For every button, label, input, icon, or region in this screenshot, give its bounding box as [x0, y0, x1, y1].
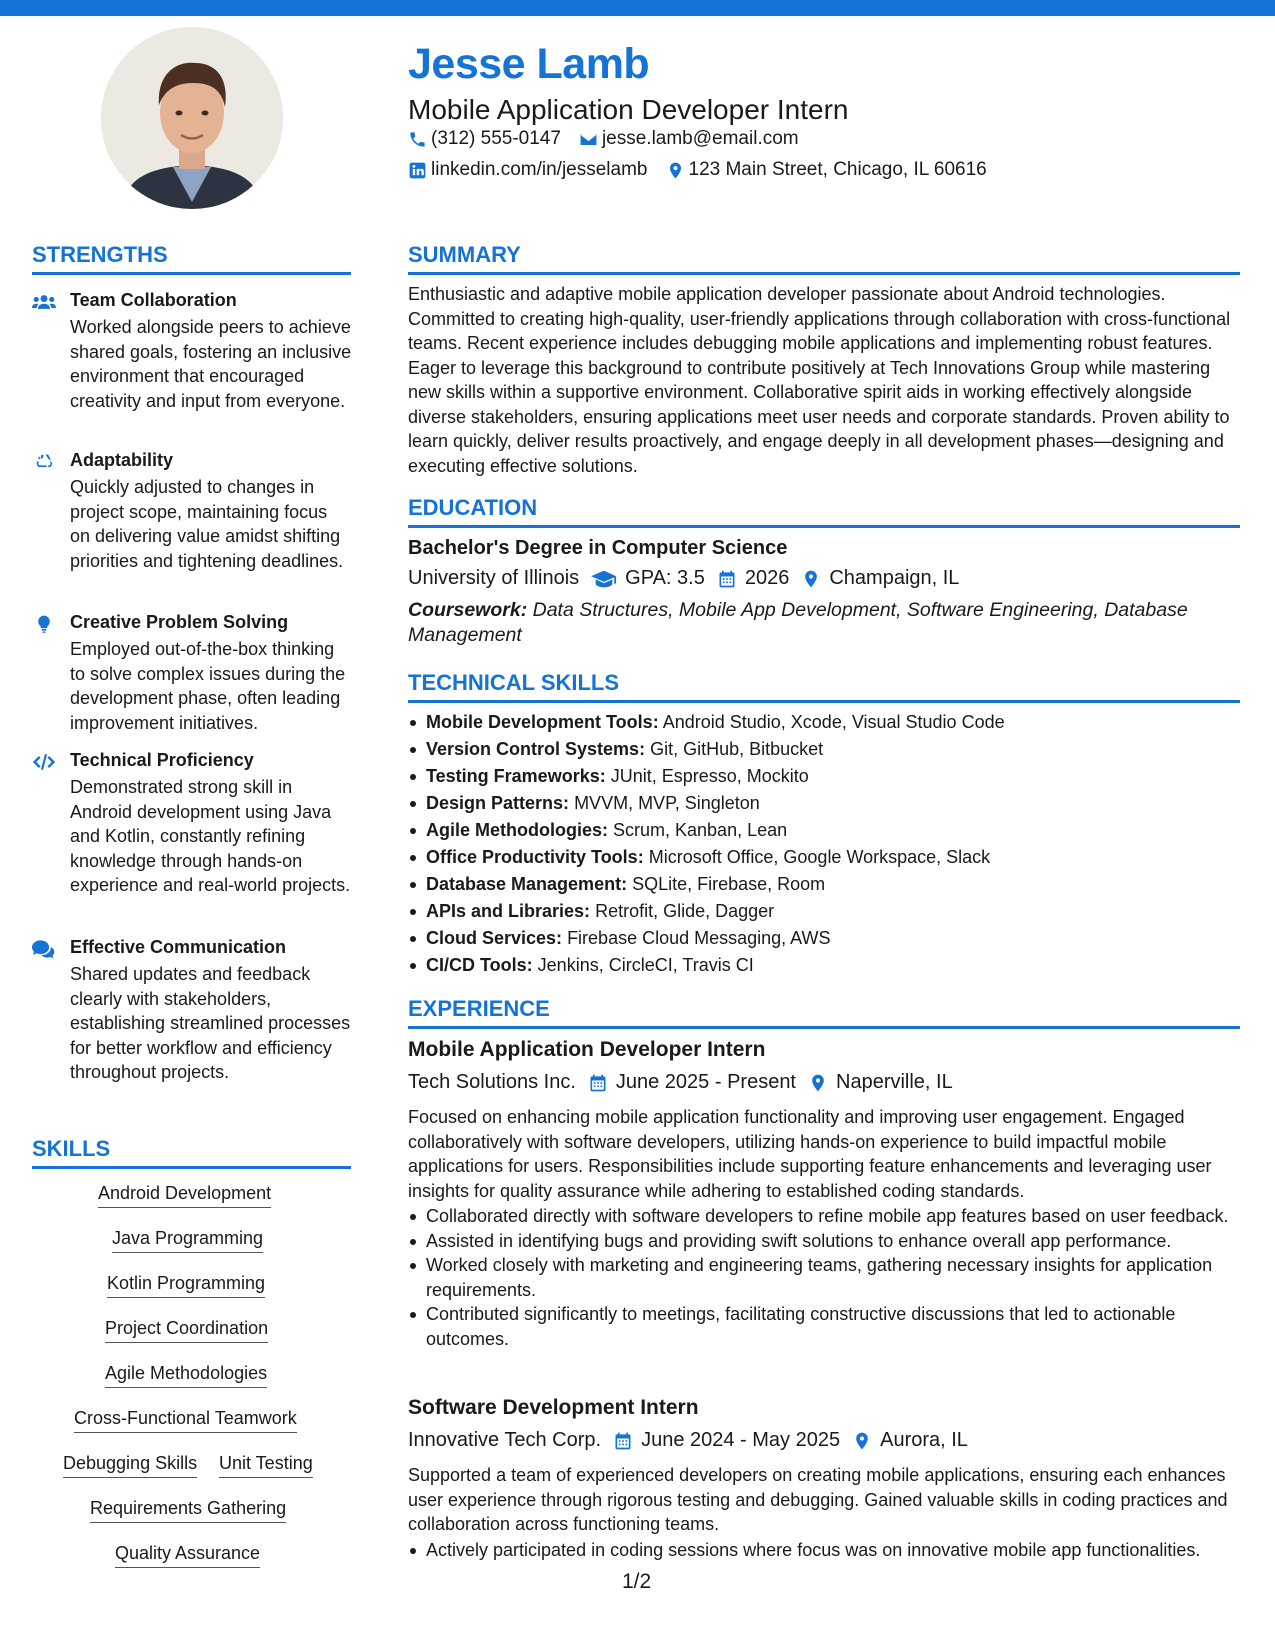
degree-title: Bachelor's Degree in Computer Science [408, 537, 788, 559]
linkedin-contact[interactable] [408, 159, 648, 181]
profile-photo [101, 27, 283, 209]
skill-tag: Agile Methodologies [105, 1363, 267, 1388]
skill-values: Scrum, Kanban, Lean [613, 820, 788, 840]
skill-category: Agile Methodologies: [426, 820, 608, 840]
skill-tag: Quality Assurance [115, 1543, 260, 1568]
skill-tag: Kotlin Programming [107, 1273, 265, 1298]
skill-tag: Java Programming [112, 1228, 263, 1253]
strength-description: Worked alongside peers to achieve shared goals, fostering an inclusive environment that encouraged creativity and input from everyone. [70, 317, 352, 411]
location-pin-icon [852, 1431, 872, 1451]
list-item: Contributed significantly to meetings, facilitating constructive discussions that led to actionable outcomes. [408, 1302, 1240, 1351]
location-pin-icon [808, 1073, 828, 1093]
skill-category: APIs and Libraries: [426, 901, 591, 921]
job-bullets [408, 1538, 1240, 1563]
skill-category: Cloud Services: [426, 928, 563, 948]
skill-category: Version Control Systems: [426, 739, 646, 759]
skill-category: Mobile Development Tools: [426, 712, 659, 732]
job-bullets [408, 1204, 1240, 1351]
job-title: Mobile Application Developer Intern [408, 1038, 766, 1061]
summary-text: Enthusiastic and adaptive mobile application developer passionate about Android technologies. Committed to creating high-quality, user-friendly applications through collaboration with cross-functional teams. Recent experience includes debugging mobile applications and implementing robust features. Eager to leverage this background to contribute positively at Tech Innovations Group while mastering new skills within a supportive environment. Collaborative spirit aids in working effectively alongside diverse stakeholders, ensuring applications meet user needs and corporate standards. Proven ability to learn quickly, deliver results proactively, and engage deeply in all development phases—designing and executing effective solutions. [408, 284, 1231, 476]
strength-description: Shared updates and feedback clearly with stakeholders, establishing streamlined processes for better workflow and efficiency throughout projects. [70, 964, 351, 1082]
summary-heading: SUMMARY [408, 242, 1240, 275]
skills-heading: SKILLS [32, 1136, 351, 1169]
strength-title: Creative Problem Solving [70, 612, 289, 632]
skill-category: Design Patterns: [426, 793, 570, 813]
skill-values: Retrofit, Glide, Dagger [595, 901, 775, 921]
skill-tag: Android Development [98, 1183, 271, 1208]
top-accent-bar [0, 0, 1275, 16]
education-heading: EDUCATION [408, 495, 1240, 528]
list-item [408, 898, 1240, 925]
coursework [408, 598, 1240, 647]
list-item: Collaborated directly with software developers to refine mobile app features based on user feedback. [408, 1204, 1240, 1229]
skill-tag: Debugging Skills [63, 1453, 197, 1478]
linkedin-icon [408, 161, 427, 180]
strength-description: Employed out-of-the-box thinking to solve complex issues during the development phase, often leading improvement initiatives. [70, 639, 346, 733]
list-item: Worked closely with marketing and engineering teams, gathering necessary insights for application requirements. [408, 1253, 1240, 1302]
users-icon [32, 292, 56, 312]
location-pin-icon [666, 161, 685, 180]
strength-description: Quickly adjusted to changes in project scope, maintaining focus on delivering value amidst shifting priorities and tightening deadlines. [70, 477, 344, 571]
skill-values: MVVM, MVP, Singleton [574, 793, 760, 813]
candidate-name: Jesse Lamb [408, 40, 650, 88]
phone-icon [408, 130, 427, 149]
graduation-cap-icon [591, 569, 617, 589]
job-meta [408, 1429, 1240, 1452]
experience-heading: EXPERIENCE [408, 996, 1240, 1029]
coursework-label: Coursework: [408, 599, 528, 621]
list-item [408, 871, 1240, 898]
address-contact [666, 159, 987, 181]
list-item [408, 844, 1240, 871]
skill-category: Database Management: [426, 874, 628, 894]
skill-values: Jenkins, CircleCI, Travis CI [537, 955, 754, 975]
phone-contact[interactable] [408, 128, 561, 150]
contact-row-2 [408, 159, 1005, 181]
list-item [408, 763, 1240, 790]
email-contact[interactable] [579, 128, 799, 150]
job-description: Focused on enhancing mobile application functionality and improving user engagement. Engaged collaboratively with software developers, utilizing hands-on experience to build impactful mobile applications for users. Responsibilities include supporting feature enhancements and leveraging user insights for quality assurance while adhering to established coding standards. [408, 1107, 1212, 1201]
job-location: Aurora, IL [880, 1429, 968, 1451]
skill-values: SQLite, Firebase, Room [632, 874, 826, 894]
job-meta [408, 1071, 1240, 1094]
school-name: University of Illinois [408, 567, 580, 589]
technical-skills-heading: TECHNICAL SKILLS [408, 670, 1240, 703]
strength-title: Team Collaboration [70, 290, 237, 310]
code-icon [32, 752, 56, 772]
skill-tag: Cross-Functional Teamwork [74, 1408, 297, 1433]
calendar-icon [613, 1431, 633, 1451]
location-pin-icon [801, 569, 821, 589]
education-meta [408, 567, 1240, 590]
list-item [408, 709, 1240, 736]
job-location: Naperville, IL [836, 1071, 953, 1093]
calendar-icon [588, 1073, 608, 1093]
company-name: Innovative Tech Corp. [408, 1429, 602, 1451]
list-item [408, 736, 1240, 763]
skill-category: CI/CD Tools: [426, 955, 533, 975]
technical-skills-list [408, 709, 1240, 979]
strength-title: Technical Proficiency [70, 750, 254, 770]
calendar-icon [717, 569, 737, 589]
gpa-text: GPA: 3.5 [625, 567, 705, 589]
list-item [408, 952, 1240, 979]
job-description: Supported a team of experienced developers on creating mobile applications, ensuring each enhances user experience through rigorous testing and debugging. Gained valuable skills in coding practices and collaboration across functioning teams. [408, 1465, 1228, 1534]
candidate-title: Mobile Application Developer Intern [408, 94, 849, 125]
skill-category: Testing Frameworks: [426, 766, 606, 786]
company-name: Tech Solutions Inc. [408, 1071, 576, 1093]
list-item: Assisted in identifying bugs and providing swift solutions to enhance overall app performance. [408, 1229, 1240, 1254]
linkedin-text: linkedin.com/in/jesselamb [431, 159, 648, 180]
phone-text: (312) 555-0147 [431, 128, 561, 149]
avatar-illustration [101, 27, 283, 209]
job-dates: June 2024 - May 2025 [641, 1429, 841, 1451]
envelope-icon [579, 130, 598, 149]
skill-values: JUnit, Espresso, Mockito [610, 766, 809, 786]
page-number: 1/2 [622, 1570, 652, 1593]
strength-description: Demonstrated strong skill in Android development using Java and Kotlin, constantly refining knowledge through hands-on experience and real-world projects. [70, 777, 351, 895]
graduation-year: 2026 [744, 567, 790, 589]
list-item [408, 925, 1240, 952]
job-dates: June 2025 - Present [615, 1071, 796, 1093]
coursework-list: Data Structures, Mobile App Development, Software Engineering, Database Management [408, 599, 1188, 646]
skill-tag: Requirements Gathering [90, 1498, 286, 1523]
email-text: jesse.lamb@email.com [601, 128, 799, 149]
contact-row-1 [408, 128, 817, 150]
lightbulb-icon [32, 614, 56, 634]
skill-values: Android Studio, Xcode, Visual Studio Code [662, 712, 1005, 732]
skill-tag: Project Coordination [105, 1318, 268, 1343]
skill-values: Microsoft Office, Google Workspace, Slack [648, 847, 991, 867]
comments-icon [32, 939, 56, 959]
job-title: Software Development Intern [408, 1396, 699, 1419]
skill-values: Firebase Cloud Messaging, AWS [567, 928, 831, 948]
strength-title: Adaptability [70, 450, 174, 470]
list-item [408, 790, 1240, 817]
skill-tag: Unit Testing [219, 1453, 313, 1478]
recycle-icon [32, 452, 56, 472]
list-item: Actively participated in coding sessions where focus was on innovative mobile app functionalities. [408, 1538, 1240, 1563]
address-text: 123 Main Street, Chicago, IL 60616 [688, 159, 987, 180]
list-item [408, 817, 1240, 844]
strengths-heading: STRENGTHS [32, 242, 351, 275]
skill-values: Git, GitHub, Bitbucket [650, 739, 824, 759]
school-location: Champaign, IL [829, 567, 960, 589]
skill-category: Office Productivity Tools: [426, 847, 644, 867]
strength-title: Effective Communication [70, 937, 287, 957]
